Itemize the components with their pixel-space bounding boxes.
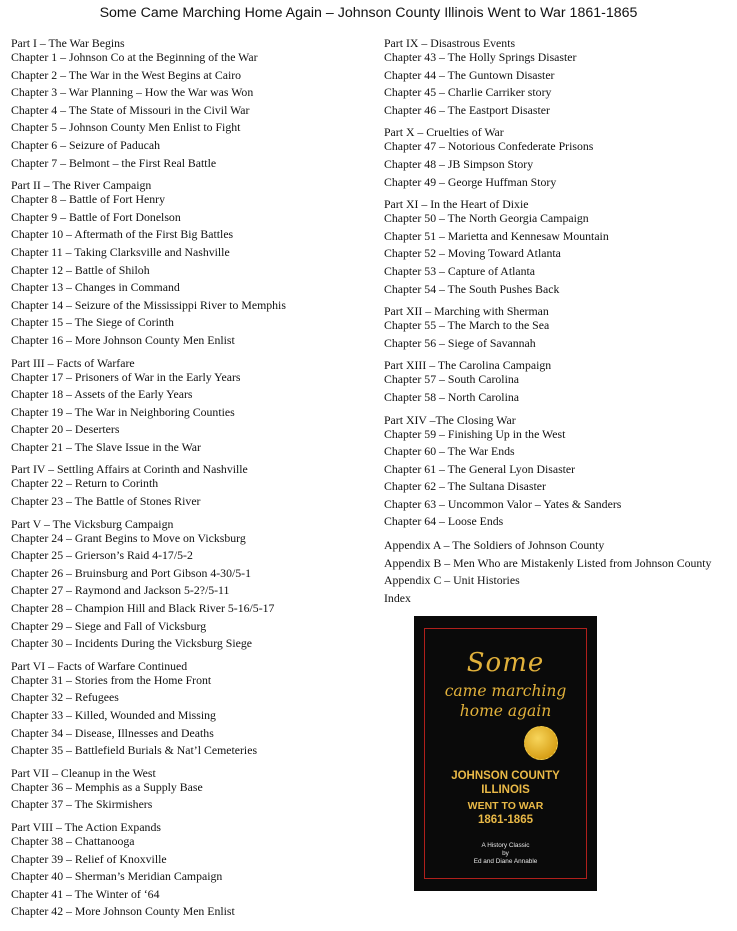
chapter-entry: Chapter 1 – Johnson Co at the Beginning of the War — [11, 50, 258, 64]
toc-right-column — [384, 36, 734, 607]
part-title: Part XIII – The Carolina Campaign — [384, 358, 552, 373]
chapter-entry: Chapter 48 – JB Simpson Story — [384, 156, 534, 171]
toc-part — [384, 358, 734, 406]
chapter-entry: Chapter 34 – Disease, Illnesses and Deaths — [11, 725, 214, 740]
part-title: Part IV – Settling Affairs at Corinth and Nashville — [11, 462, 248, 477]
toc-part — [11, 659, 381, 760]
chapter-entry: Chapter 50 – The North Georgia Campaign — [384, 211, 589, 226]
chapter-entry: Chapter 5 – Johnson County Men Enlist to Fight — [11, 120, 241, 135]
chapter-entry: Chapter 51 – Marietta and Kennesaw Mountain — [384, 228, 609, 243]
part-title: Part IX – Disastrous Events — [384, 36, 516, 50]
chapter-entry: Chapter 20 – Deserters — [11, 422, 120, 437]
chapter-entry: Chapter 29 – Siege and Fall of Vicksburg — [11, 618, 207, 633]
chapter-entry: Chapter 43 – The Holly Springs Disaster — [384, 50, 577, 64]
chapter-entry: Chapter 59 – Finishing Up in the West — [384, 426, 566, 441]
chapter-entry: Chapter 61 – The General Lyon Disaster — [384, 461, 576, 476]
page-title: Some Came Marching Home Again – Johnson County Illinois Went to War 1861-1865 — [99, 5, 638, 21]
part-title: Part VI – Facts of Warfare Continued — [11, 658, 188, 673]
cover-script-line: came marching — [444, 682, 567, 700]
toc-part — [11, 766, 381, 814]
chapter-entry: Chapter 18 – Assets of the Early Years — [11, 387, 193, 402]
chapter-entry: Chapter 64 – Loose Ends — [384, 514, 504, 529]
chapter-entry: Chapter 11 – Taking Clarksville and Nashville — [11, 244, 230, 259]
appendix-entry: Appendix B – Men Who are Mistakenly Listed from Johnson County — [384, 555, 712, 570]
chapter-entry: Chapter 58 – North Carolina — [384, 389, 519, 404]
chapter-entry: Chapter 10 – Aftermath of the First Big Battles — [11, 227, 234, 242]
chapter-entry: Chapter 63 – Uncommon Valor – Yates & Sanders — [384, 496, 622, 511]
chapter-entry: Chapter 8 – Battle of Fort Henry — [11, 192, 165, 207]
cover-county-line: WENT TO WAR — [467, 800, 544, 812]
chapter-entry: Chapter 9 – Battle of Fort Donelson — [11, 209, 181, 224]
toc-part — [384, 413, 734, 532]
chapter-entry: Chapter 39 – Relief of Knoxville — [11, 851, 167, 866]
part-title: Part VIII – The Action Expands — [11, 819, 161, 834]
chapter-entry: Chapter 30 – Incidents During the Vicksburg Siege — [11, 636, 252, 651]
toc-part — [11, 517, 381, 653]
toc-part — [11, 36, 381, 172]
chapter-entry: Chapter 56 – Siege of Savannah — [384, 335, 536, 350]
toc-part — [384, 36, 734, 119]
appendix-list — [384, 537, 734, 607]
chapter-entry: Chapter 23 – The Battle of Stones River — [11, 494, 201, 509]
chapter-entry: Chapter 32 – Refugees — [11, 690, 119, 705]
chapter-entry: Chapter 15 – The Siege of Corinth — [11, 315, 174, 330]
chapter-entry: Chapter 47 – Notorious Confederate Prisons — [384, 139, 594, 154]
chapter-entry: Chapter 14 – Seizure of the Mississippi River to Memphis — [11, 297, 286, 312]
chapter-entry: Chapter 46 – The Eastport Disaster — [384, 102, 550, 117]
chapter-entry: Chapter 53 – Capture of Atlanta — [384, 263, 536, 278]
chapter-entry: Chapter 16 – More Johnson County Men Enlist — [11, 332, 235, 347]
chapter-entry: Chapter 17 – Prisoners of War in the Early Years — [11, 369, 241, 384]
toc-part — [11, 820, 381, 921]
chapter-entry: Chapter 7 – Belmont – the First Real Battle — [11, 155, 217, 170]
chapter-entry: Chapter 44 – The Guntown Disaster — [384, 67, 555, 82]
award-seal-icon — [524, 726, 558, 760]
chapter-entry: Chapter 24 – Grant Begins to Move on Vicksburg — [11, 530, 246, 545]
book-cover-image — [414, 616, 597, 891]
chapter-entry: Chapter 33 – Killed, Wounded and Missing — [11, 708, 216, 722]
chapter-entry: Chapter 41 – The Winter of ‘64 — [11, 886, 160, 901]
chapter-entry: Chapter 12 – Battle of Shiloh — [11, 262, 150, 277]
chapter-entry: Chapter 36 – Memphis as a Supply Base — [11, 779, 203, 794]
appendix-entry: Appendix A – The Soldiers of Johnson County — [384, 538, 605, 553]
appendix-entry: Appendix C – Unit Histories — [384, 573, 520, 588]
chapter-entry: Chapter 6 – Seizure of Paducah — [11, 137, 161, 152]
chapter-entry: Chapter 27 – Raymond and Jackson 5-2?/5-11 — [11, 583, 230, 598]
chapter-entry: Chapter 25 – Grierson’s Raid 4-17/5-2 — [11, 548, 193, 563]
cover-script-line: Some — [466, 648, 545, 678]
part-title: Part III – Facts of Warfare — [11, 355, 135, 370]
chapter-entry: Chapter 22 – Return to Corinth — [11, 476, 159, 491]
chapter-entry: Chapter 19 – The War in Neighboring Counties — [11, 404, 235, 419]
cover-small-line: A History Classic — [481, 842, 530, 849]
cover-county-line: ILLINOIS — [481, 784, 530, 796]
toc-part — [11, 178, 381, 349]
cover-small-line: by — [502, 850, 509, 857]
chapter-entry: Chapter 26 – Bruinsburg and Port Gibson 4-30/5-1 — [11, 565, 251, 580]
part-title: Part II – The River Campaign — [11, 178, 152, 193]
cover-county-line: 1861-1865 — [478, 814, 533, 826]
chapter-entry: Chapter 42 – More Johnson County Men Enlist — [11, 904, 235, 919]
part-title: Part I – The War Begins — [11, 36, 125, 50]
part-title: Part X – Cruelties of War — [384, 125, 504, 140]
chapter-entry: Chapter 55 – The March to the Sea — [384, 318, 550, 333]
chapter-entry: Chapter 31 – Stories from the Home Front — [11, 672, 212, 687]
chapter-entry: Chapter 37 – The Skirmishers — [11, 797, 153, 812]
chapter-entry: Chapter 3 – War Planning – How the War was Won — [11, 85, 254, 100]
chapter-entry: Chapter 62 – The Sultana Disaster — [384, 479, 546, 494]
part-title: Part XIV –The Closing War — [384, 412, 516, 427]
appendix-entry: Index — [384, 590, 411, 605]
toc-part — [11, 462, 381, 510]
chapter-entry: Chapter 60 – The War Ends — [384, 444, 515, 459]
chapter-entry: Chapter 4 – The State of Missouri in the Civil War — [11, 102, 250, 117]
chapter-entry: Chapter 2 – The War in the West Begins at Cairo — [11, 67, 242, 82]
chapter-entry: Chapter 49 – George Huffman Story — [384, 174, 557, 189]
toc-left-column — [11, 36, 381, 927]
chapter-entry: Chapter 40 – Sherman’s Meridian Campaign — [11, 869, 223, 884]
chapter-entry: Chapter 13 – Changes in Command — [11, 280, 180, 295]
toc-part — [384, 304, 734, 352]
chapter-entry: Chapter 45 – Charlie Carriker story — [384, 85, 552, 100]
chapter-entry: Chapter 28 – Champion Hill and Black River 5-16/5-17 — [11, 601, 275, 616]
cover-small-line: Ed and Diane Annable — [473, 858, 538, 865]
toc-part — [11, 356, 381, 457]
part-title: Part XI – In the Heart of Dixie — [384, 197, 529, 212]
chapter-entry: Chapter 35 – Battlefield Burials & Nat’l Cemeteries — [11, 743, 258, 758]
toc-part — [384, 197, 734, 298]
chapter-entry: Chapter 38 – Chattanooga — [11, 833, 135, 848]
toc-part — [384, 125, 734, 191]
chapter-entry: Chapter 52 – Moving Toward Atlanta — [384, 246, 561, 261]
cover-county-line: JOHNSON COUNTY — [451, 770, 560, 782]
part-title: Part XII – Marching with Sherman — [384, 304, 549, 319]
cover-script-line: home again — [459, 702, 552, 720]
chapter-entry: Chapter 57 – South Carolina — [384, 372, 519, 387]
chapter-entry: Chapter 54 – The South Pushes Back — [384, 281, 560, 296]
part-title: Part V – The Vicksburg Campaign — [11, 516, 174, 531]
part-title: Part VII – Cleanup in the West — [11, 765, 156, 780]
chapter-entry: Chapter 21 – The Slave Issue in the War — [11, 439, 201, 454]
